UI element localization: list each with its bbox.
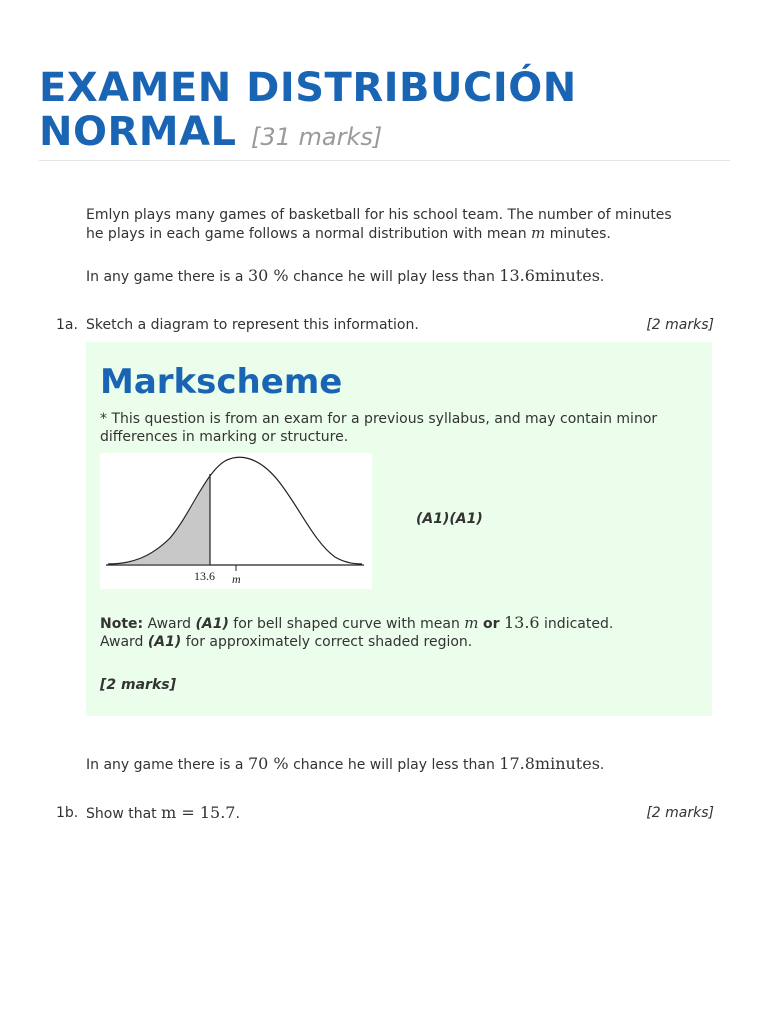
second-probability [86,755,686,774]
award-codes: (A1)(A1) [416,511,483,527]
note-label: Note: [100,616,144,632]
note-or: or [482,616,500,632]
total-marks: [31 marks] [250,123,383,151]
intro-text: Emlyn plays many games of basketball for his school team. The number of minutes he plays in each game follows a normal distribution with mean [86,207,672,242]
header-divider [39,160,730,161]
markscheme-title: Markscheme [100,362,343,402]
page-title [39,66,739,159]
bell-curve [108,457,362,564]
shaded-region [108,474,210,564]
title-line-1: EXAMEN DISTRIBUCIÓN [39,65,577,111]
intro-text-end: minutes. [549,226,611,242]
markscheme-box [86,342,712,716]
second-text-start: In any game there is a [86,757,244,773]
title-line-2: NORMAL [39,109,237,155]
note-value: 13.6 [503,613,540,632]
intro-paragraph [86,206,686,243]
note-a1-2: (A1) [147,634,182,650]
curve-label-value: 13.6 [194,569,215,583]
normal-curve-diagram [100,453,372,589]
question-text-start: Show that [86,806,157,822]
question-marks: [2 marks] [646,805,714,821]
question-text: Sketch a diagram to represent this information. [86,317,419,333]
second-text-end: . [599,757,605,773]
note-text-2: indicated. [544,616,614,632]
markscheme-marks: [2 marks] [100,677,176,693]
question-marks: [2 marks] [646,317,714,333]
prob-text-mid: chance he will play less than [293,269,495,285]
note-text-3: for approximately correct shaded region. [185,634,473,650]
note-award: Award [147,616,192,632]
note-a1: (A1) [195,616,229,632]
second-text-mid: chance he will play less than [293,757,495,773]
prob-text-end: . [599,269,605,285]
prob-value: 13.6minutes [499,266,600,285]
markscheme-disclaimer: * This question is from an exam for a previous syllabus, and may contain minor differences in marking or structure. [100,411,658,445]
intro-probability [86,267,686,286]
intro-mean-symbol: m [531,224,546,242]
question-equation: m = 15.7 [161,803,236,822]
curve-label-mean: m [232,572,241,586]
markscheme-note [100,614,690,651]
prob-percent: 30 % [247,266,289,285]
second-value: 17.8minutes [499,754,600,773]
prob-text-start: In any game there is a [86,269,244,285]
question-number: 1a. [56,317,78,333]
question-text [86,804,240,823]
note-award-2: Award [100,634,144,650]
question-text-end: . [235,806,240,822]
second-percent: 70 % [247,754,289,773]
note-text-1: for bell shaped curve with mean [233,616,460,632]
note-mean-symbol: m [464,614,479,632]
question-number: 1b. [56,805,79,821]
